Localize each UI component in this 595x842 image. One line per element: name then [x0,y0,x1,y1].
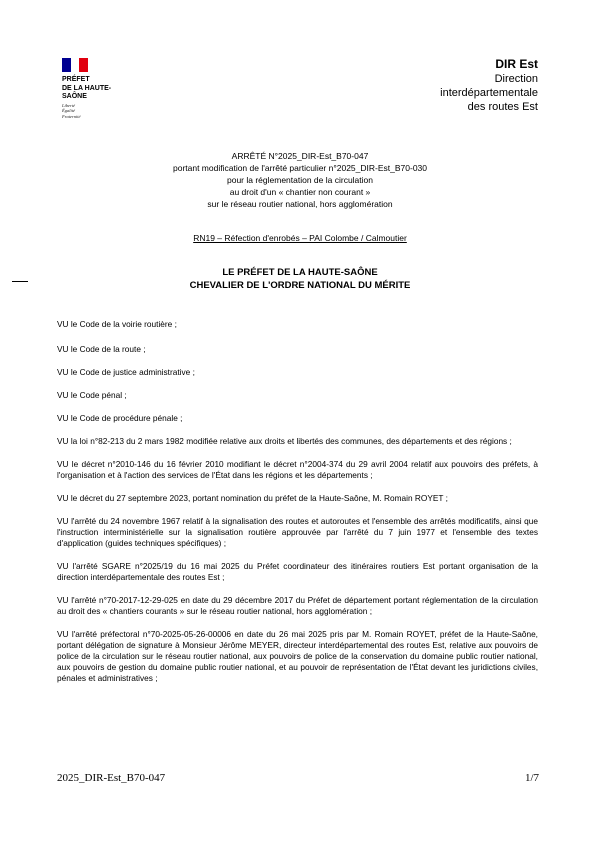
sender-organization: DIR Est [495,57,538,71]
footer-page-number: 1/7 [524,772,539,784]
french-flag-icon [62,58,88,72]
arrete-title-block [100,150,500,210]
visa-item: VU le décret n°2010-146 du 16 février 2010 modifiant le décret n°2004-374 du 29 avril 2004 relatif aux pouvoirs des préfets, à l'organisation et à l'action des services de l'État dans les régions et les départements ; [57,459,538,480]
authority-block [100,266,500,292]
visas-list [57,319,538,696]
arrete-title-line: portant modification de l'arrêté particulier n°2025_DIR-Est_B70-030 [172,163,428,173]
logo-motto: Liberté Égalité Fraternité [62,102,81,119]
sender-line: Direction [494,73,538,85]
authority-distinction: CHEVALIER DE L'ORDRE NATIONAL DU MÉRITE [189,280,411,291]
visa-item: VU le Code pénal ; [57,390,127,400]
arrete-title-line: pour la réglementation de la circulation [226,175,373,185]
visa-item: VU l'arrêté préfectoral n°70-2025-05-26-00006 en date du 26 mai 2025 pris par M. Romain ROYET, préfet de la Haute-Saône, portant délégation de signature à Monsieur Jérôme MEYER, directeur interdépartemental des routes Est, relative aux pouvoirs de police de la circulation sur le réseau routier national, aux pouvoirs de police de la conservation du domaine public routier national, aux pouvoirs de gestion du domaine public routier national, et au pouvoir de représentation de l'État devant les juridictions civiles, pénales et administratives ; [57,629,538,683]
arrete-title-line: au droit d'un « chantier non courant » [229,187,371,197]
visa-item: VU le Code de la voirie routière ; [57,319,177,329]
visa-item: VU la loi n°82-213 du 2 mars 1982 modifiée relative aux droits et libertés des communes, des départements et des régions ; [57,436,512,446]
visa-item: VU l'arrêté SGARE n°2025/19 du 16 mai 2025 du Préfet coordinateur des itinéraires routiers Est portant organisation de la direction interdépartementale des routes Est ; [57,561,538,582]
arrete-subject: RN19 – Réfection d'enrobés – PAI Colombe / Calmoutier [193,233,407,243]
visa-item: VU l'arrêté du 24 novembre 1967 relatif à la signalisation des routes et autoroutes et l'ensemble des arrêtés modificatifs, ainsi que l'instruction interministérielle sur la signalisation routière approuvée par l'arrêté du 7 juin 1977 et l'ensemble des textes d'application (guides techniques spécifiques) ; [57,516,538,548]
footer-document-reference: 2025_DIR-Est_B70-047 [57,772,166,784]
sender-line: des routes Est [467,101,538,113]
visa-item: VU le Code de procédure pénale ; [57,413,183,423]
sender-block [440,56,538,114]
sender-line: interdépartementale [440,87,538,99]
arrete-title-line: sur le réseau routier national, hors agglomération [207,199,393,209]
visa-item: VU le décret du 27 septembre 2023, portant nomination du préfet de la Haute-Saône, M. Romain ROYET ; [57,493,448,503]
prefecture-logo [62,58,142,119]
visa-item: VU le Code de justice administrative ; [57,367,195,377]
arrete-number: ARRÊTÉ N°2025_DIR-Est_B70-047 [231,151,369,161]
visa-item: VU le Code de la route ; [57,344,146,354]
margin-dash [12,281,28,282]
visa-item: VU l'arrêté n°70-2017-12-29-025 en date du 29 décembre 2017 du Préfet de département portant réglementation de la circulation au droit des « chantiers courants » sur le réseau routier national, hors agglomération ; [57,595,538,616]
logo-prefecture-name: PRÉFET DE LA HAUTE- SAÔNE [62,76,112,100]
authority-title: LE PRÉFET DE LA HAUTE-SAÔNE [222,267,378,278]
